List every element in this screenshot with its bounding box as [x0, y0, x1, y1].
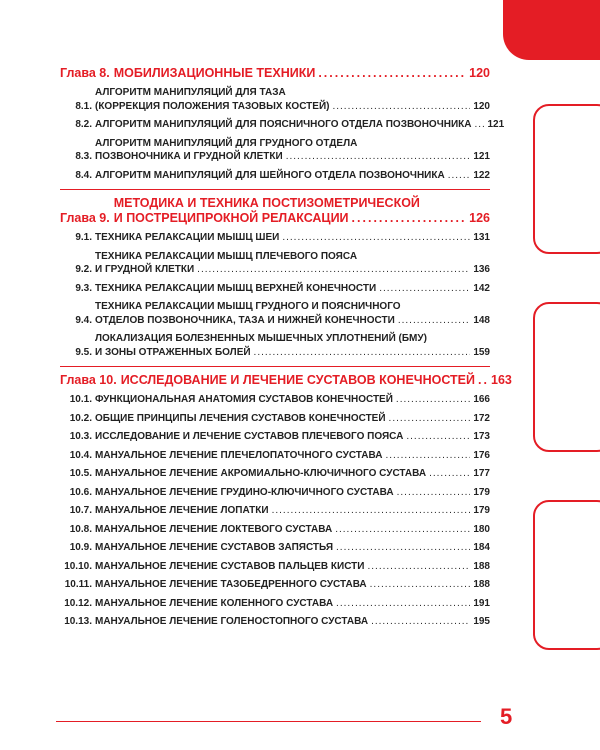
chapter-separator: [60, 366, 490, 367]
entry-title: МАНУАЛЬНОЕ ЛЕЧЕНИЕ ГРУДИНО-КЛЮЧИЧНОГО СУСТАВА: [95, 486, 394, 498]
entry-body: [95, 467, 490, 481]
toc-entry[interactable]: [60, 412, 490, 426]
entry-title: ТЕХНИКА РЕЛАКСАЦИИ МЫШЦ ВЕРХНЕЙ КОНЕЧНОСТИ: [95, 282, 377, 294]
entry-line: [95, 118, 505, 132]
chapter-title-last-line: [114, 66, 490, 81]
leader-dots: [396, 393, 470, 407]
entry-line: [95, 523, 490, 537]
entry-number: 8.1.: [75, 100, 92, 112]
entry-line: [95, 137, 490, 151]
entry-body: [95, 118, 505, 132]
chapter-tab-filled: [503, 0, 600, 60]
entry-line: [95, 300, 490, 314]
toc-entry[interactable]: [60, 250, 490, 277]
entry-number: 9.5.: [75, 346, 92, 358]
entry-page: 120: [473, 100, 490, 112]
entry-line: [95, 169, 490, 183]
leader-dots: [371, 615, 470, 629]
entry-body: [95, 449, 490, 463]
entry-line: [95, 449, 490, 463]
entry-number: 10.13.: [64, 616, 92, 627]
toc-entry[interactable]: [60, 300, 490, 327]
entry-line: [95, 100, 490, 114]
entry-number: 10.5.: [69, 468, 92, 479]
entry-line: [95, 393, 490, 407]
entry-page: 184: [473, 542, 490, 553]
entry-title: (КОРРЕКЦИЯ ПОЛОЖЕНИЯ ТАЗОВЫХ КОСТЕЙ): [95, 100, 330, 112]
entry-number: 10.7.: [69, 505, 92, 516]
entry-title: АЛГОРИТМ МАНИПУЛЯЦИЙ ДЛЯ ТАЗА: [95, 87, 286, 98]
entry-title: ИССЛЕДОВАНИЕ И ЛЕЧЕНИЕ СУСТАВОВ ПЛЕЧЕВОГО ПОЯСА: [95, 431, 404, 442]
toc-entry[interactable]: [60, 523, 490, 537]
entry-title: ОБЩИЕ ПРИНЦИПЫ ЛЕЧЕНИЯ СУСТАВОВ КОНЕЧНОСТЕЙ: [95, 412, 386, 424]
leader-dots: [335, 523, 470, 537]
entry-line: [95, 504, 490, 518]
entry-body: [95, 231, 490, 245]
entry-title: ТЕХНИКА РЕЛАКСАЦИИ МЫШЦ ПЛЕЧЕВОГО ПОЯСА: [95, 250, 358, 262]
chapter-title: [120, 373, 512, 388]
entry-page: 121: [487, 119, 505, 130]
entry-title: ПОЗВОНОЧНИКА И ГРУДНОЙ КЛЕТКИ: [95, 151, 283, 162]
entry-number: 9.3.: [75, 282, 92, 294]
toc-entry[interactable]: [60, 282, 490, 296]
entry-number: 8.4.: [75, 169, 92, 181]
entry-body: [95, 615, 490, 629]
chapter-title-line: ИССЛЕДОВАНИЕ И ЛЕЧЕНИЕ СУСТАВОВ КОНЕЧНОСТЕЙ: [120, 373, 476, 387]
leader-dots: [318, 66, 466, 81]
entry-body: [95, 300, 490, 327]
entry-title: МАНУАЛЬНОЕ ЛЕЧЕНИЕ КОЛЕННОГО СУСТАВА: [95, 597, 334, 609]
entry-title: МАНУАЛЬНОЕ ЛЕЧЕНИЕ ТАЗОБЕДРЕННОГО СУСТАВА: [95, 579, 367, 590]
chapter-page: 120: [469, 66, 490, 80]
leader-dots: [474, 118, 484, 132]
entry-title: МАНУАЛЬНОЕ ЛЕЧЕНИЕ ПЛЕЧЕЛОПАТОЧНОГО СУСТАВА: [95, 449, 383, 461]
chapter-tab-outline: [533, 104, 600, 254]
entry-page: 142: [473, 282, 490, 294]
entry-title: ЛОКАЛИЗАЦИЯ БОЛЕЗНЕННЫХ МЫШЕЧНЫХ УПЛОТНЕНИЙ (БМУ): [95, 333, 427, 344]
entry-page: 122: [473, 169, 490, 181]
entry-page: 121: [473, 151, 490, 162]
chapter-page: 126: [469, 211, 490, 225]
entry-number: 8.2.: [75, 119, 92, 130]
toc-entry[interactable]: [60, 332, 490, 359]
entry-number: 10.6.: [69, 486, 92, 498]
toc-entry[interactable]: [60, 578, 490, 592]
chapter-title-last-line: [114, 211, 490, 226]
leader-dots: [282, 231, 470, 245]
chapter-title-line: МЕТОДИКА И ТЕХНИКА ПОСТИЗОМЕТРИЧЕСКОЙ: [113, 196, 420, 210]
chapter-number: Глава 10.: [60, 373, 117, 387]
leader-dots: [197, 263, 470, 277]
chapter-heading[interactable]: [60, 373, 512, 388]
entry-body: [95, 282, 490, 296]
entry-page: 136: [473, 264, 490, 275]
toc-entry[interactable]: [60, 169, 490, 183]
entry-line: [95, 346, 490, 360]
entry-line: [95, 332, 490, 346]
entry-page: 166: [473, 394, 490, 405]
leader-dots: [254, 346, 471, 360]
entry-title: МАНУАЛЬНОЕ ЛЕЧЕНИЕ СУСТАВОВ ПАЛЬЦЕВ КИСТИ: [95, 560, 365, 572]
toc-entry[interactable]: [60, 231, 490, 245]
entry-line: [95, 150, 490, 164]
entry-page: 195: [473, 616, 490, 627]
entry-page: 131: [473, 232, 490, 243]
entry-number: 9.4.: [75, 314, 92, 326]
entry-page: 148: [473, 314, 490, 326]
entry-line: [95, 314, 490, 328]
entry-number: 10.10.: [64, 560, 92, 572]
entry-body: [95, 430, 490, 444]
entry-body: [95, 541, 490, 555]
entry-title: ТЕХНИКА РЕЛАКСАЦИИ МЫШЦ ШЕИ: [95, 232, 280, 243]
leader-dots: [429, 467, 470, 481]
leader-dots: [367, 560, 470, 574]
entry-number: 10.8.: [69, 523, 92, 535]
entry-body: [95, 86, 490, 113]
entry-body: [95, 504, 490, 518]
entry-page: 172: [473, 412, 490, 424]
toc-entry[interactable]: [60, 467, 490, 481]
entry-body: [95, 169, 490, 183]
entry-line: [95, 541, 490, 555]
chapter-tab-outline: [533, 302, 600, 452]
entry-line: [95, 615, 490, 629]
entry-title: АЛГОРИТМ МАНИПУЛЯЦИЙ ДЛЯ ШЕЙНОГО ОТДЕЛА ПОЗВОНОЧНИКА: [95, 169, 445, 181]
table-of-contents: [60, 66, 512, 629]
entry-line: [95, 412, 490, 426]
entry-line: [95, 467, 490, 481]
chapter-title-line: И ПОСТРЕЦИПРОКНОЙ РЕЛАКСАЦИИ: [113, 211, 349, 225]
toc-entry[interactable]: [60, 430, 490, 444]
entry-body: [95, 560, 490, 574]
entry-body: [95, 578, 490, 592]
entry-page: 191: [473, 597, 490, 609]
entry-body: [95, 393, 490, 407]
entry-title: МАНУАЛЬНОЕ ЛЕЧЕНИЕ ГОЛЕНОСТОПНОГО СУСТАВА: [95, 616, 369, 627]
entry-body: [95, 250, 490, 277]
entry-page: 188: [473, 560, 490, 572]
entry-page: 173: [473, 431, 490, 442]
entry-body: [95, 412, 490, 426]
leader-dots: [406, 430, 470, 444]
leader-dots: [397, 486, 471, 500]
toc-entry[interactable]: [60, 137, 490, 164]
toc-entry[interactable]: [60, 560, 490, 574]
entry-number: 8.3.: [75, 151, 92, 162]
entry-title: И ЗОНЫ ОТРАЖЕННЫХ БОЛЕЙ: [95, 346, 251, 358]
entry-number: 10.2.: [69, 412, 92, 424]
chapter-number: Глава 9.: [60, 211, 110, 225]
entry-title: ФУНКЦИОНАЛЬНАЯ АНАТОМИЯ СУСТАВОВ КОНЕЧНОСТЕЙ: [95, 394, 393, 405]
leader-dots: [286, 150, 471, 164]
entry-line: [95, 250, 490, 264]
entry-page: 188: [473, 579, 490, 590]
toc-entry[interactable]: [60, 597, 490, 611]
entry-title: МАНУАЛЬНОЕ ЛЕЧЕНИЕ СУСТАВОВ ЗАПЯСТЬЯ: [95, 542, 334, 553]
entry-line: [95, 578, 490, 592]
entry-title: АЛГОРИТМ МАНИПУЛЯЦИЙ ДЛЯ ГРУДНОГО ОТДЕЛА: [95, 137, 358, 149]
chapter-page: 163: [491, 373, 512, 387]
toc-entry[interactable]: [60, 449, 490, 463]
entry-line: [95, 430, 490, 444]
entry-page: 176: [473, 449, 490, 461]
entry-line: [95, 486, 490, 500]
leader-dots: [398, 314, 470, 328]
entry-body: [95, 332, 490, 359]
toc-entry[interactable]: [60, 393, 490, 407]
leader-dots: [385, 449, 470, 463]
chapter-heading[interactable]: [60, 66, 490, 81]
chapter-title: [114, 66, 490, 81]
entry-page: 179: [473, 486, 490, 498]
entry-title: МАНУАЛЬНОЕ ЛЕЧЕНИЕ ЛОПАТКИ: [95, 505, 269, 516]
toc-entry[interactable]: [60, 86, 490, 113]
entry-body: [95, 597, 490, 611]
entry-number: 10.3.: [69, 431, 92, 442]
chapter-tab-outline: [533, 500, 600, 650]
leader-dots: [336, 597, 470, 611]
entry-page: 179: [473, 505, 490, 516]
toc-entry[interactable]: [60, 486, 490, 500]
entry-line: [95, 263, 490, 277]
toc-entry[interactable]: [60, 541, 490, 555]
entry-line: [95, 231, 490, 245]
leader-dots: [379, 282, 470, 296]
leader-dots: [478, 373, 488, 388]
entry-line: [95, 282, 490, 296]
entry-number: 10.12.: [64, 597, 92, 609]
entry-title: АЛГОРИТМ МАНИПУЛЯЦИЙ ДЛЯ ПОЯСНИЧНОГО ОТДЕЛА ПОЗВОНОЧНИКА: [95, 119, 472, 130]
entry-line: [95, 597, 490, 611]
entry-number: 9.2.: [75, 264, 92, 275]
entry-line: [95, 560, 490, 574]
entry-page: 180: [473, 523, 490, 535]
leader-dots: [272, 504, 471, 518]
toc-entry[interactable]: [60, 615, 490, 629]
entry-body: [95, 486, 490, 500]
entry-title: МАНУАЛЬНОЕ ЛЕЧЕНИЕ АКРОМИАЛЬНО-КЛЮЧИЧНОГО СУСТАВА: [95, 468, 427, 479]
leader-dots: [448, 169, 471, 183]
entry-number: 10.11.: [64, 579, 92, 590]
leader-dots: [332, 100, 470, 114]
entry-number: 10.4.: [69, 449, 92, 461]
chapter-title-line: МОБИЛИЗАЦИОННЫЕ ТЕХНИКИ: [113, 66, 316, 80]
toc-entry[interactable]: [60, 118, 505, 132]
chapter-separator: [60, 189, 490, 190]
entry-page: 177: [473, 468, 490, 479]
chapter-title: [114, 196, 490, 226]
entry-title: ОТДЕЛОВ ПОЗВОНОЧНИКА, ТАЗА И НИЖНЕЙ КОНЕЧНОСТИ: [95, 314, 395, 326]
leader-dots: [370, 578, 471, 592]
entry-body: [95, 523, 490, 537]
entry-line: [95, 86, 490, 100]
entry-number: 10.1.: [69, 394, 92, 405]
entry-body: [95, 137, 490, 164]
entry-number: 9.1.: [75, 232, 92, 243]
entry-number: 10.9.: [69, 542, 92, 553]
page-number: 5: [500, 704, 513, 729]
chapter-heading[interactable]: [60, 196, 490, 226]
leader-dots: [352, 211, 467, 226]
entry-title: ТЕХНИКА РЕЛАКСАЦИИ МЫШЦ ГРУДНОГО И ПОЯСНИЧНОГО: [95, 301, 401, 312]
leader-dots: [336, 541, 470, 555]
leader-dots: [389, 412, 471, 426]
entry-title: МАНУАЛЬНОЕ ЛЕЧЕНИЕ ЛОКТЕВОГО СУСТАВА: [95, 523, 333, 535]
chapter-number: Глава 8.: [60, 66, 110, 80]
entry-page: 159: [473, 346, 490, 358]
chapter-title-last-line: [120, 373, 512, 388]
footer-rule: [56, 721, 481, 722]
entry-title: И ГРУДНОЙ КЛЕТКИ: [95, 264, 195, 275]
toc-entry[interactable]: [60, 504, 490, 518]
